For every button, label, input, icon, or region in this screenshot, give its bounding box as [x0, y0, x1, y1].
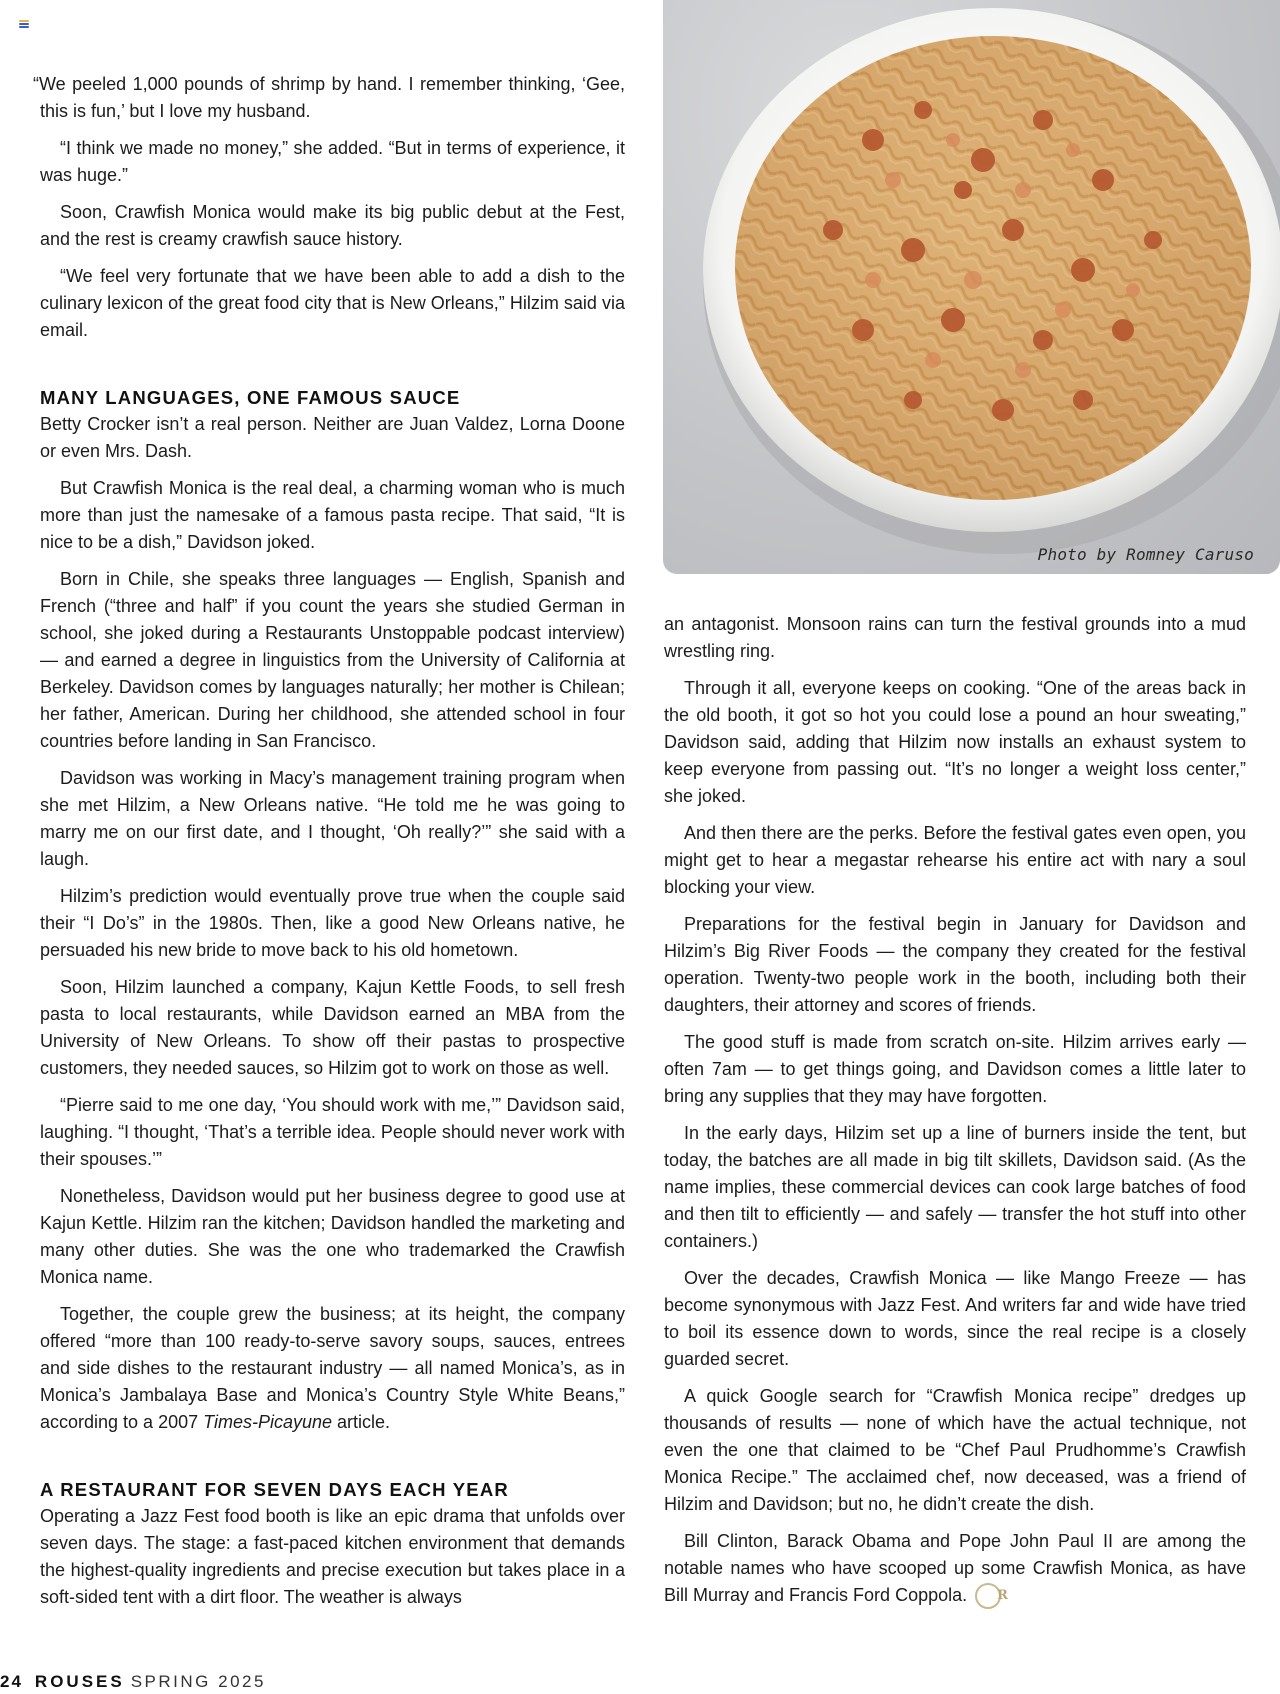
- paragraph: “I think we made no money,” she added. “But in terms of experience, it was huge.”: [40, 138, 625, 185]
- paragraph: But Crawfish Monica is the real deal, a charming woman who is much more than just the namesake of a famous pasta recipe. That said, “It is nice to be a dish,” Davidson joked.: [40, 478, 625, 552]
- paragraph: And then there are the perks. Before the festival gates even open, you might get to hear a megastar rehearse his entire act with nary a soul blocking your view.: [664, 823, 1246, 897]
- page-footer: [0, 1672, 266, 1692]
- paragraph: Over the decades, Crawfish Monica — like Mango Freeze — has become synonymous with Jazz Fest. And writers far and wide have tried to boil its essence down to words, since the real recipe is a closely guarded secret.: [664, 1268, 1246, 1369]
- page-number: 24: [0, 1672, 23, 1691]
- paragraph: Bill Clinton, Barack Obama and Pope John Paul II are among the notable names who have scooped up some Crawfish Monica, as have Bill Murray and Francis Ford Coppola. R: [664, 1528, 1246, 1609]
- paragraph: “Pierre said to me one day, ‘You should work with me,’” Davidson said, laughing. “I thought, ‘That’s a terrible idea. People should never work with their spouses.’”: [40, 1095, 626, 1169]
- pasta-bowl-illustration: [663, 0, 1280, 574]
- paragraph: “We feel very fortunate that we have been able to add a dish to the culinary lexicon of the great food city that is New Orleans,” Hilzim said via email.: [40, 266, 625, 340]
- paragraph: Soon, Hilzim launched a company, Kajun Kettle Foods, to sell fresh pasta to local restaurants, while Davidson earned an MBA from the University of New Orleans. To show off their pastas to prospective customers, they needed sauces, so Hilzim got to work on those as well.: [40, 977, 625, 1078]
- paragraph: Preparations for the festival begin in January for Davidson and Hilzim’s Big River Foods — the company they created for the festival operation. Twenty-two people work in the booth, including both their daughters, their attorney and scores of friends.: [664, 914, 1246, 1015]
- paragraph: Davidson was working in Macy’s management training program when she met Hilzim, a New Orleans native. “He told me he was going to marry me on our first date, and I thought, ‘Oh really?’” she said with a laugh.: [40, 768, 625, 869]
- paragraph: Betty Crocker isn’t a real person. Neither are Juan Valdez, Lorna Doone or even Mrs. Dash.: [40, 414, 625, 461]
- paragraph: Hilzim’s prediction would eventually prove true when the couple said their “I Do’s” in the 1980s. Then, like a good New Orleans native, he persuaded his new bride to move back to his old hometown.: [40, 886, 625, 960]
- paragraph: The good stuff is made from scratch on-site. Hilzim arrives early — often 7am — to get things going, and Davidson comes a little later to bring any supplies that they may have forgotten.: [664, 1032, 1246, 1106]
- photo-caption: Photo by Romney Caruso: [1037, 545, 1254, 564]
- issue-season: SPRING 2025: [130, 1672, 266, 1691]
- right-column: [664, 611, 1246, 1619]
- left-column: [33, 71, 626, 1621]
- section-heading: MANY LANGUAGES, ONE FAMOUS SAUCE: [40, 387, 461, 408]
- paragraph: Born in Chile, she speaks three languages — English, Spanish and French (“three and half” if you count the years she studied German in school, she joked during a Restaurants Unstoppable podcast interview) — and earned a degree in linguistics from the University of California at Berkeley. Davidson comes by languages naturally; her mother is Chilean; her father, American. During her childhood, she attended school in four countries before landing in San Francisco.: [40, 569, 625, 751]
- menu-icon[interactable]: [19, 20, 29, 28]
- section-heading: A RESTAURANT FOR SEVEN DAYS EACH YEAR: [40, 1479, 509, 1500]
- paragraph: Nonetheless, Davidson would put her business degree to good use at Kajun Kettle. Hilzim ran the kitchen; Davidson handled the marketing and many other duties. She was the one who trademarked the Crawfish Monica name.: [40, 1186, 625, 1287]
- paragraph: Soon, Crawfish Monica would make its big public debut at the Fest, and the rest is creamy crawfish sauce history.: [40, 202, 625, 249]
- paragraph: “We peeled 1,000 pounds of shrimp by hand. I remember thinking, ‘Gee, this is fun,’ but I love my husband.: [33, 74, 625, 121]
- paragraph: A quick Google search for “Crawfish Monica recipe” dredges up thousands of results — none of which have the actual technique, not even the one that claimed to be “Chef Paul Prudhomme’s Crawfish Monica Recipe.” The acclaimed chef, now deceased, was a friend of Hilzim and Davidson; but no, he didn’t create the dish.: [664, 1386, 1246, 1514]
- crawfish-monica-photo: [663, 0, 1280, 574]
- paragraph: an antagonist. Monsoon rains can turn the festival grounds into a mud wrestling ring.: [664, 614, 1246, 661]
- brand-name: ROUSES: [34, 1672, 125, 1691]
- publication-title: Times-Picayune: [203, 1412, 333, 1432]
- paragraph: Operating a Jazz Fest food booth is like an epic drama that unfolds over seven days. The stage: a fast-paced kitchen environment that demands the highest-quality ingredients and precise execution but takes place in a soft-sided tent with a dirt floor. The weather is always: [40, 1506, 625, 1607]
- end-mark-icon: R: [975, 1583, 1001, 1609]
- paragraph: In the early days, Hilzim set up a line of burners inside the tent, but today, the batches are all made in big tilt skillets, Davidson said. (As the name implies, these commercial devices can cook large batches of food and then tilt to efficiently — and safely — transfer the hot stuff into other containers.): [664, 1123, 1246, 1251]
- paragraph: Through it all, everyone keeps on cooking. “One of the areas back in the old booth, it got so hot you could lose a pound an hour sweating,” Davidson said, adding that Hilzim now installs an exhaust system to keep everyone from passing out. “It’s no longer a weight loss center,” she joked.: [664, 678, 1246, 806]
- paragraph: Together, the couple grew the business; at its height, the company offered “more than 100 ready-to-serve savory soups, sauces, entrees and side dishes to the restaurant industry — all named Monica’s, as in Monica’s Jambalaya Base and Monica’s Country Style White Beans,” according to a 2007 Times-Picayune article.: [40, 1304, 625, 1432]
